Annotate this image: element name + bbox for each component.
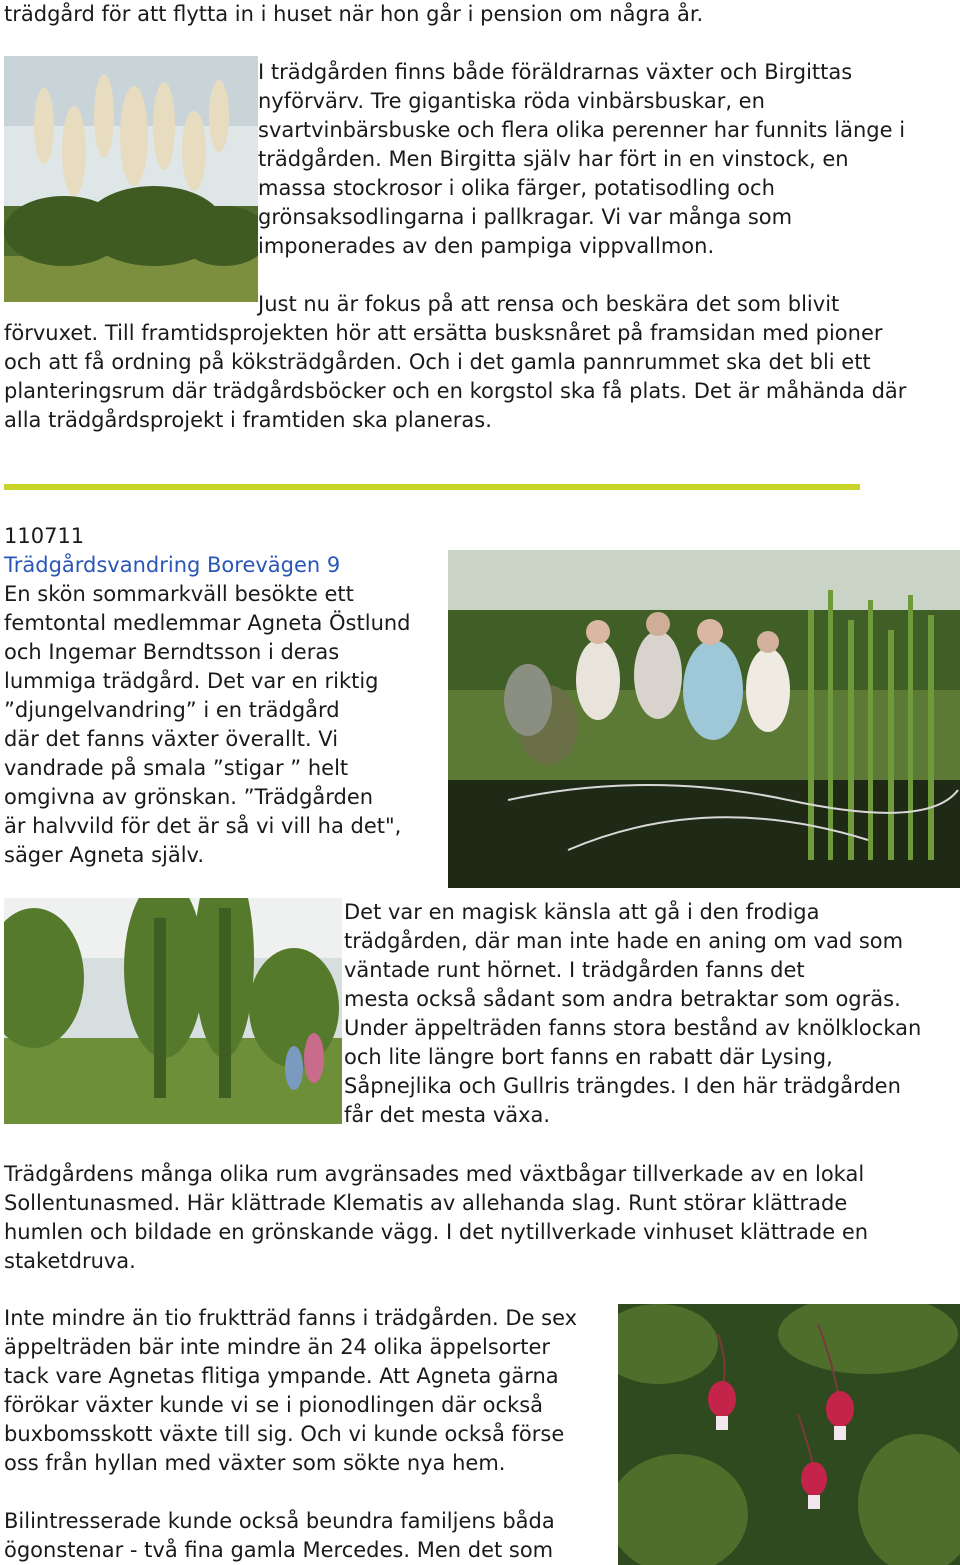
plant-photo bbox=[4, 56, 258, 302]
intro-line: trädgård för att flytta in i huset när hon går i pension om några år. bbox=[4, 2, 704, 26]
text-line: säger Agneta själv. bbox=[4, 843, 205, 867]
text-line: Bilintresserade kunde också beundra familjens båda bbox=[4, 1509, 555, 1533]
text-line: imponerades av den pampiga vippvallmon. bbox=[258, 234, 715, 258]
text-line: planteringsrum där trädgårdsböcker och en korgstol ska få plats. Det är måhända där bbox=[4, 379, 907, 403]
fuchsia-photo bbox=[618, 1304, 960, 1565]
text-line: massa stockrosor i olika färger, potatisodling och bbox=[258, 176, 775, 200]
text-line: får det mesta växa. bbox=[344, 1103, 551, 1127]
text-line: ögonstenar - två fina gamla Mercedes. Men det som bbox=[4, 1538, 554, 1562]
text-line: förvuxet. Till framtidsprojekten hör att ersätta busksnåret på framsidan med pioner bbox=[4, 321, 883, 345]
text-line: Det var en magisk känsla att gå i den frodiga bbox=[344, 900, 820, 924]
text-line: och Ingemar Berndtsson i deras bbox=[4, 640, 340, 664]
text-line: omgivna av grönskan. ”Trädgården bbox=[4, 785, 374, 809]
article-date: 110711 bbox=[4, 524, 85, 548]
text-line: förökar växter kunde vi se i pionodlingen där också bbox=[4, 1393, 544, 1417]
text-line: I trädgården finns både föräldrarnas växter och Birgittas bbox=[258, 60, 853, 84]
text-line: Just nu är fokus på att rensa och beskära det som blivit bbox=[258, 292, 840, 316]
text-line: humlen och bildade en grönskande vägg. I det nytillverkade vinhuset klättrade en bbox=[4, 1220, 869, 1244]
text-line: äppelträden bär inte mindre än 24 olika äppelsorter bbox=[4, 1335, 551, 1359]
text-line: Sollentunasmed. Här klättrade Klematis av allehanda slag. Runt störar klättrade bbox=[4, 1191, 848, 1215]
text-line: Trädgårdens många olika rum avgränsades med växtbågar tillverkade av en lokal bbox=[4, 1162, 865, 1186]
text-line: lummiga trädgård. Det var en riktig bbox=[4, 669, 379, 693]
text-line: alla trädgårdsprojekt i framtiden ska planeras. bbox=[4, 408, 492, 432]
text-line: Under äppelträden fanns stora bestånd av knölklockan bbox=[344, 1016, 922, 1040]
text-line: tack vare Agnetas flitiga ympande. Att Agneta gärna bbox=[4, 1364, 559, 1388]
text-line: oss från hyllan med växter som sökte nya hem. bbox=[4, 1451, 506, 1475]
text-line: nyförvärv. Tre gigantiska röda vinbärsbuskar, en bbox=[258, 89, 765, 113]
text-line: och att få ordning på köksträdgården. Och i det gamla pannrummet ska det bli ett bbox=[4, 350, 871, 374]
text-line: grönsaksodlingarna i pallkragar. Vi var många som bbox=[258, 205, 793, 229]
text-line: trädgården. Men Birgitta själv har fört in en vinstock, en bbox=[258, 147, 849, 171]
text-line: En skön sommarkväll besökte ett bbox=[4, 582, 354, 606]
text-line: där det fanns växter överallt. Vi bbox=[4, 727, 339, 751]
section-divider bbox=[4, 484, 860, 490]
group-walk-photo bbox=[448, 550, 960, 888]
text-line: trädgården, där man inte hade en aning om vad som bbox=[344, 929, 904, 953]
text-line: svartvinbärsbuske och flera olika perenner har funnits länge i bbox=[258, 118, 906, 142]
text-line: vandrade på smala ”stigar ” helt bbox=[4, 756, 349, 780]
text-line: är halvvild för det är så vi vill ha det", bbox=[4, 814, 402, 838]
text-line: och lite längre bort fanns en rabatt där Lysing, bbox=[344, 1045, 833, 1069]
text-line: Inte mindre än tio fruktträd fanns i trädgården. De sex bbox=[4, 1306, 578, 1330]
text-line: buxbomsskott växte till sig. Och vi kunde också förse bbox=[4, 1422, 565, 1446]
text-line: staketdruva. bbox=[4, 1249, 136, 1273]
article-heading: Trädgårdsvandring Borevägen 9 bbox=[4, 553, 341, 577]
text-line: väntade runt hörnet. I trädgården fanns det bbox=[344, 958, 805, 982]
text-line: femtontal medlemmar Agneta Östlund bbox=[4, 611, 411, 635]
text-line: Såpnejlika och Gullris trängdes. I den här trädgården bbox=[344, 1074, 901, 1098]
garden-arches-photo bbox=[4, 898, 342, 1124]
text-line: mesta också sådant som andra betraktar som ogräs. bbox=[344, 987, 901, 1011]
text-line: ”djungelvandring” i en trädgård bbox=[4, 698, 340, 722]
